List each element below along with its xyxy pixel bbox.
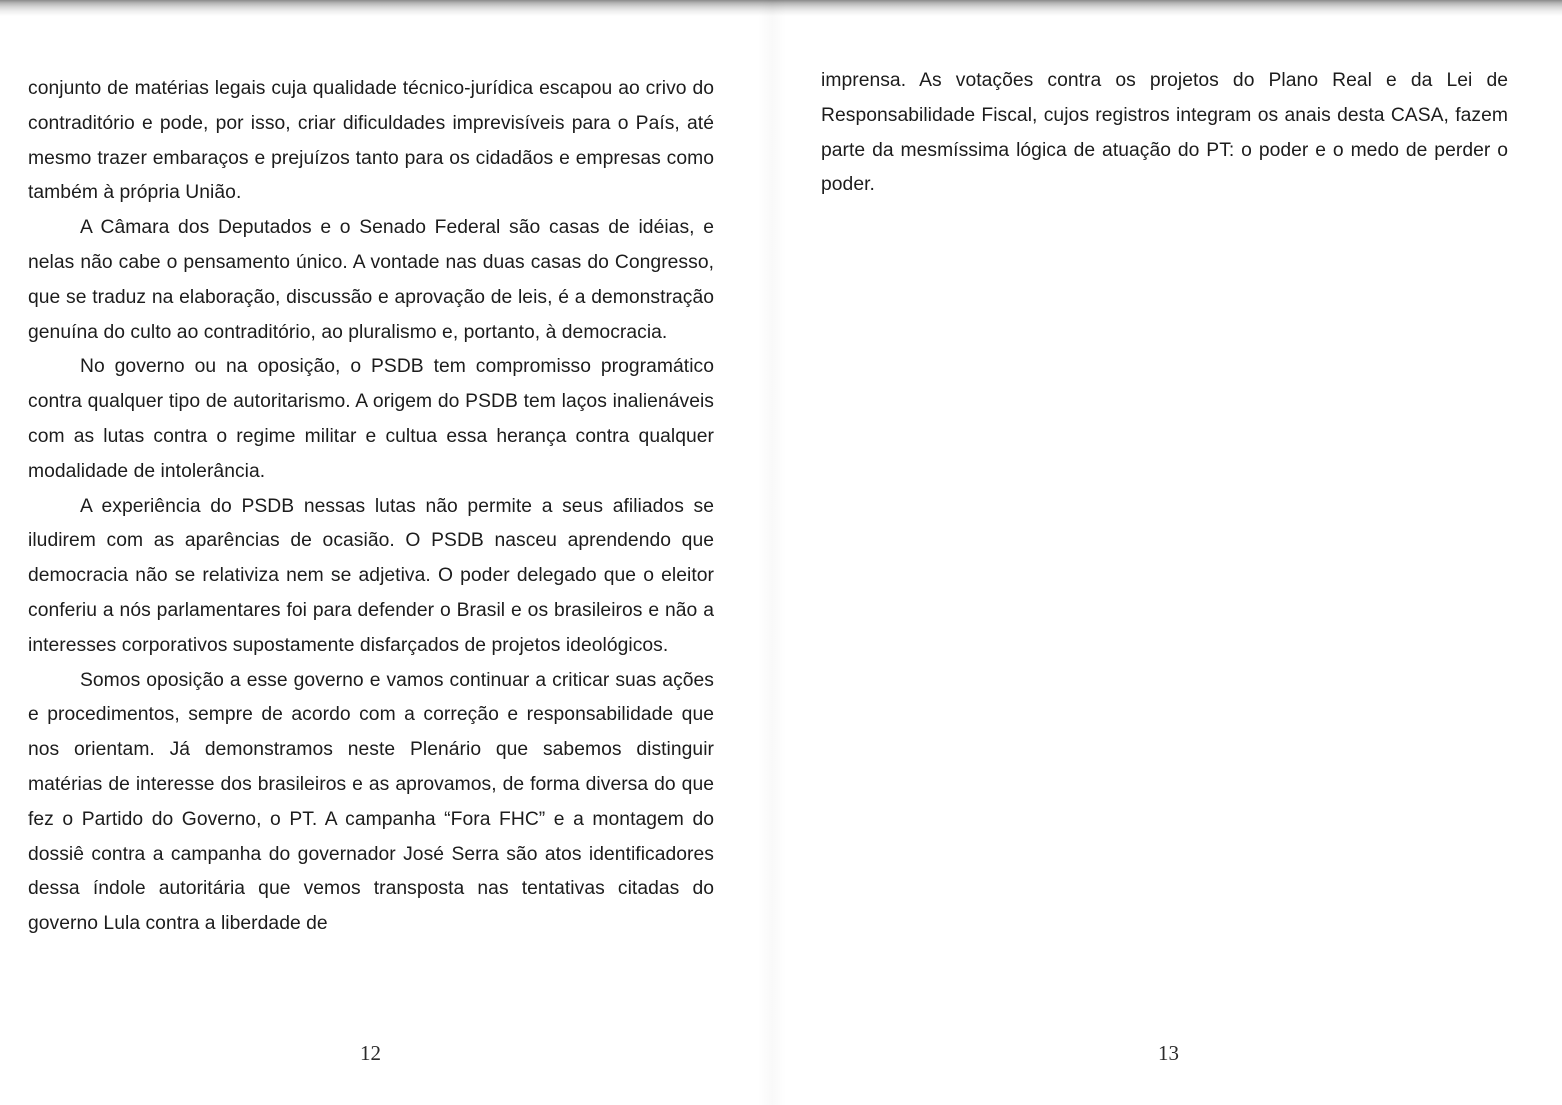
right-page [781, 0, 1562, 1105]
left-page [0, 0, 760, 1105]
right-page-body [821, 64, 1508, 203]
paragraph: No governo ou na oposição, o PSDB tem compromisso programático contra qualquer tipo de autoritarismo. A origem do PSDB tem laços inalienáveis com as lutas contra o regime militar e cultua essa herança contra qualquer modalidade de intolerância. [28, 356, 714, 482]
paragraph: Somos oposição a esse governo e vamos continuar a criticar suas ações e procedimentos, sempre de acordo com a correção e responsabilidade que nos orientam. Já demonstramos neste Plenário que sabemos distinguir matérias de interesse dos brasileiros e as aprovamos, de forma diversa do que fez o Partido do Governo, o PT. A campanha “Fora FHC” e a montagem do dossiê contra a campanha do governador José Serra são atos identificadores dessa índole autoritária que vemos transposta nas tentativas citadas do governo Lula contra a liberdade de [28, 669, 714, 935]
page-number: 12 [360, 1041, 381, 1065]
paragraph: A Câmara dos Deputados e o Senado Federal são casas de idéias, e nelas não cabe o pensamento único. A vontade nas duas casas do Congresso, que se traduz na elaboração, discussão e aprovação de leis, é a demonstração genuína do culto ao contraditório, ao pluralismo e, portanto, à democracia. [28, 217, 714, 343]
paragraph: A experiência do PSDB nessas lutas não permite a seus afiliados se iludirem com as aparências de ocasião. O PSDB nasceu aprendendo que democracia não se relativiza nem se adjetiva. O poder delegado que o eleitor conferiu a nós parlamentares foi para defender o Brasil e os brasileiros e não a interesses corporativos supostamente disfarçados de projetos ideológicos. [28, 495, 714, 656]
paragraph: imprensa. As votações contra os projetos do Plano Real e da Lei de Responsabilidade Fiscal, cujos registros integram os anais desta CASA, fazem parte da mesmíssima lógica de atuação do PT: o poder e o medo de perder o poder. [821, 70, 1508, 196]
page-number: 13 [1158, 1041, 1179, 1065]
left-page-body [28, 72, 714, 942]
paragraph: conjunto de matérias legais cuja qualidade técnico-jurídica escapou ao crivo do contraditório e pode, por isso, criar dificuldades imprevisíveis para o País, até mesmo trazer embaraços e prejuízos tanto para os cidadãos e empresas como também à própria União. [28, 78, 714, 204]
